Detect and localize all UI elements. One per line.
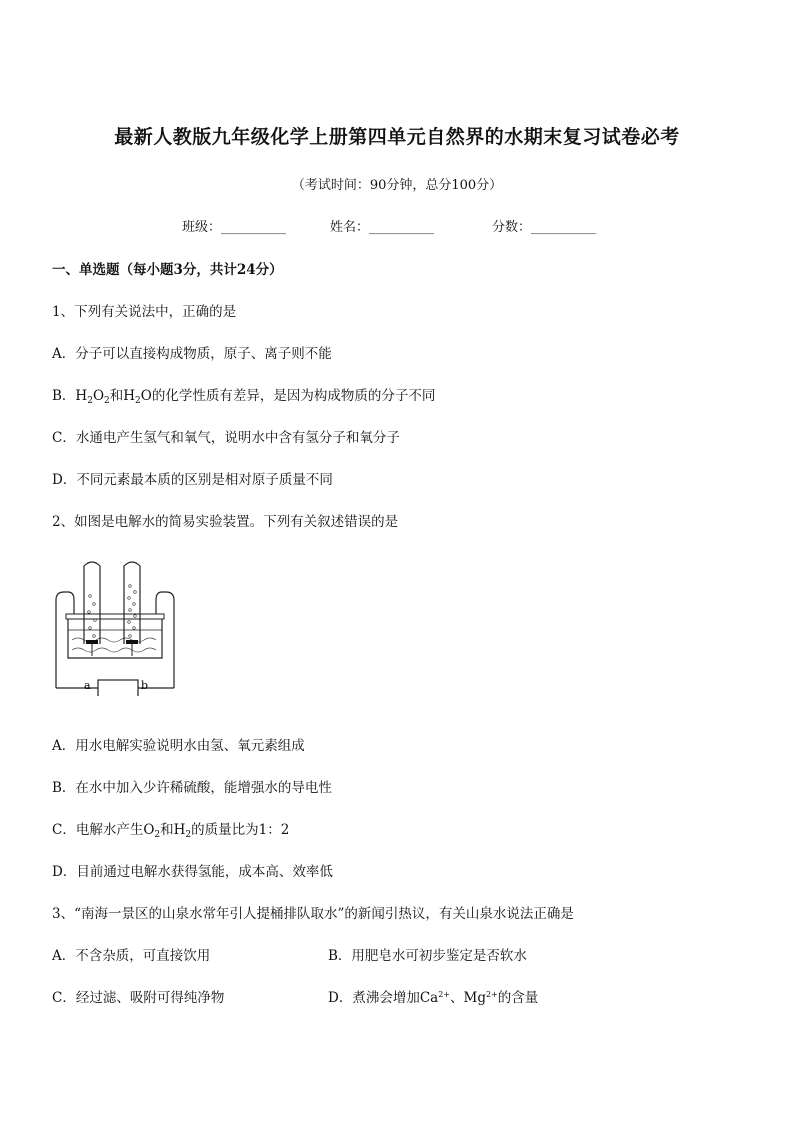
electrolysis-apparatus-figure [50,556,180,696]
q3-option-a[interactable]: A．不含杂质，可直接饮用 [52,948,211,964]
q1-option-c[interactable]: C．水通电产生氢气和氧气，说明水中含有氢分子和氧分子 [52,430,400,446]
q1-option-b[interactable]: B．$H_2O_2$和$H_2O$的化学性质有差异，是因为构成物质的分子不同 [52,388,436,406]
terminal-a-label: a [84,679,91,692]
q2-option-b[interactable]: B．在水中加入少许稀硫酸，能增强水的导电性 [52,780,332,796]
q1-stem: 1、下列有关说法中，正确的是 [52,304,237,320]
q1-option-d[interactable]: D．不同元素最本质的区别是相对原子质量不同 [52,472,333,488]
q2-option-c[interactable]: C．电解水产生$O_2$和$H_2$的质量比为1：2 [52,822,290,840]
q1-option-a[interactable]: A．分子可以直接构成物质，原子、离子则不能 [52,346,332,362]
score-field[interactable]: 分数：__________ [492,220,597,235]
section-heading-single-choice: 一、单选题（每小题3分，共计24分） [52,262,283,278]
q3-option-d[interactable]: D．煮沸会增加$Ca^{2+}$、$Mg^{2+}$的含量 [328,990,539,1006]
exam-subtitle: （考试时间：90分钟，总分100分） [291,178,503,193]
q2-option-a[interactable]: A．用水电解实验说明水由氢、氧元素组成 [52,738,305,754]
page-title: 最新人教版九年级化学上册第四单元自然界的水期末复习试卷必考 [114,126,680,148]
terminal-b-label: b [141,679,149,692]
q3-stem: 3、“南海一景区的山泉水常年引人提桶排队取水”的新闻引热议，有关山泉水说法正确是 [52,906,574,922]
q2-stem: 2、如图是电解水的简易实验装置。下列有关叙述错误的是 [52,514,399,530]
electrolysis-diagram [50,556,180,696]
q3-option-b[interactable]: B．用肥皂水可初步鉴定是否软水 [328,948,527,964]
q3-option-c[interactable]: C．经过滤、吸附可得纯净物 [52,990,225,1006]
class-field[interactable]: 班级：__________ [182,220,287,235]
q2-option-d[interactable]: D．目前通过电解水获得氢能，成本高、效率低 [52,864,333,880]
name-field[interactable]: 姓名：__________ [330,220,435,235]
